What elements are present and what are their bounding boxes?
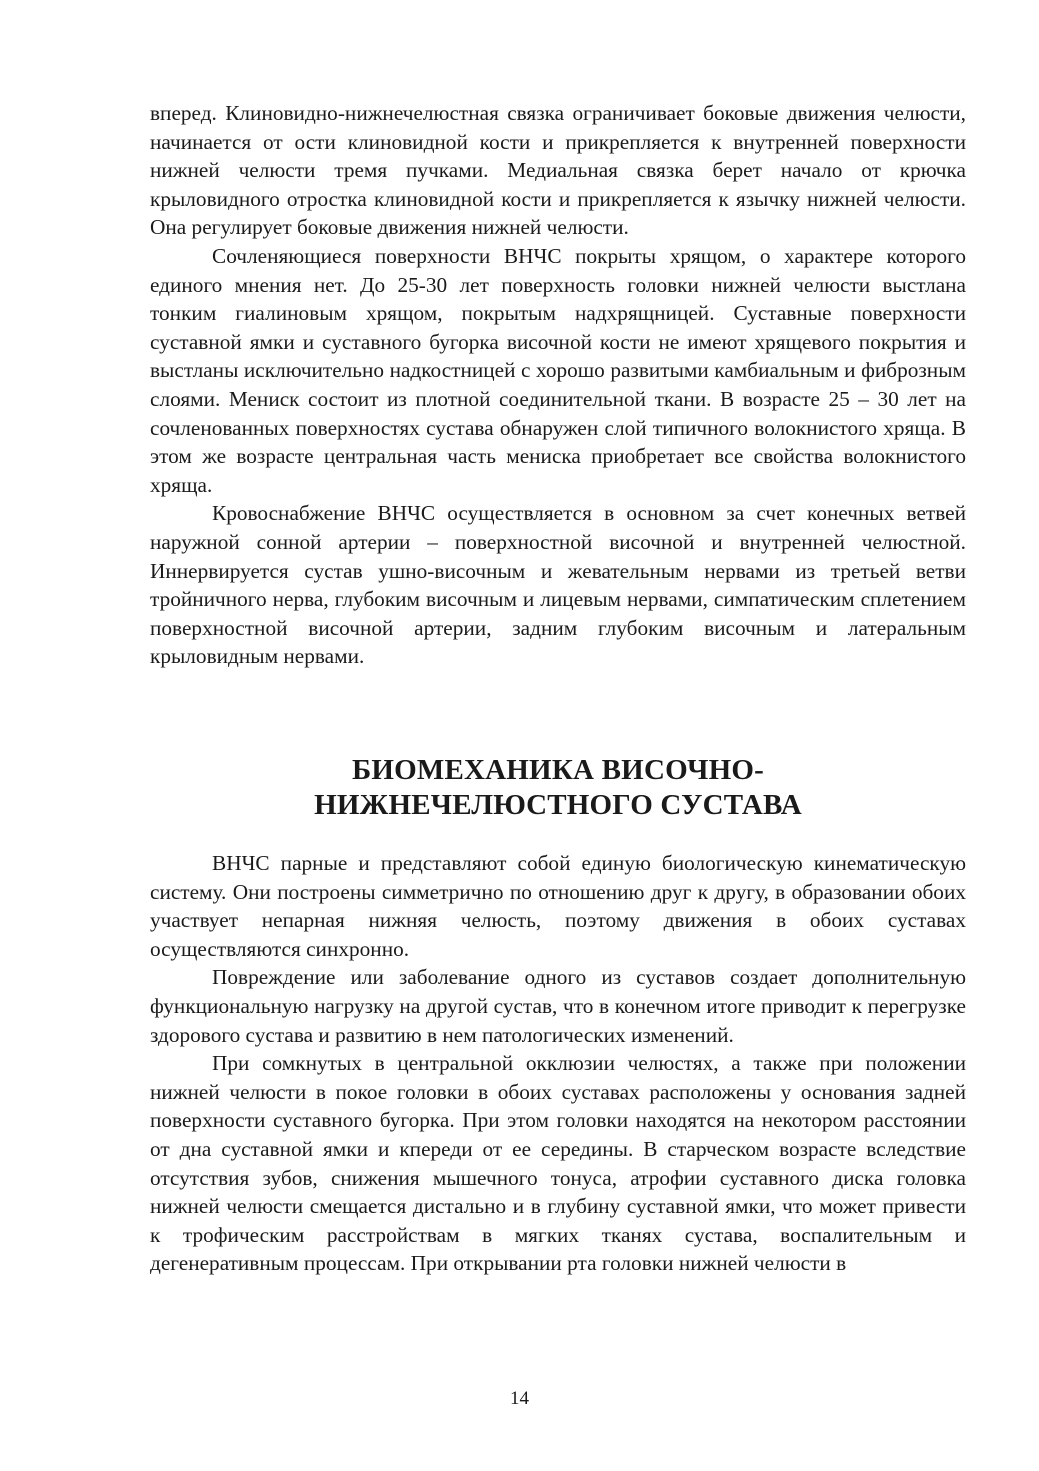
section-heading-line-2: НИЖНЕЧЕЛЮСТНОГО СУСТАВА (314, 789, 802, 821)
paragraph-paired-joints: ВНЧС парные и представляют собой единую биологическую кинематическую систему. Они построены симметрично по отношению друг к другу, в образовании обоих участвует непарная нижняя челюсть, поэтому движения в обоих суставах осуществляются синхронно. (150, 851, 966, 961)
body-text-top (150, 99, 966, 671)
paragraph-ligaments: вперед. Клиновидно-нижнечелюстная связка ограничивает боковые движения челюсти, начинается от ости клиновидной кости и прикрепляется к внутренней поверхности нижней челюсти тремя пучками. Медиальная связка берет начало от крючка крыловидного отростка клиновидной кости и прикрепляется к язычку нижней челюсти. Она регулирует боковые движения нижней челюсти. (150, 101, 966, 240)
page-number: 14 (510, 1388, 529, 1409)
section-heading-line-1: БИОМЕХАНИКА ВИСОЧНО- (352, 754, 764, 786)
paragraph-joint-damage: Повреждение или заболевание одного из суставов создает дополнительную функциональную нагрузку на другой сустав, что в конечном итоге приводит к перегрузке здорового сустава и развитию в нем патологических изменений. (150, 965, 966, 1047)
section-heading (150, 753, 966, 823)
paragraph-blood-supply: Кровоснабжение ВНЧС осуществляется в основном за счет конечных ветвей наружной сонной артерии – поверхностной височной и внутренней челюстной. Иннервируется сустав ушно-височным и жевательным нервами из третьей ветви тройничного нерва, глубоким височным и лицевым нервами, симпатическим сплетением поверхностной височной артерии, задним глубоким височным и латеральным крыловидным нервами. (150, 501, 966, 669)
paragraph-occlusion: При сомкнутых в центральной окклюзии челюстях, а также при положении нижней челюсти в покое головки в обоих суставах расположены у основания задней поверхности суставного бугорка. При этом головки находятся на некотором расстоянии от дна суставной ямки и кпереди от ее середины. В старческом возрасте вследствие отсутствия зубов, снижения мышечного тонуса, атрофии суставного диска головка нижней челюсти смещается дистально и в глубину суставной ямки, что может привести к трофическим расстройствам в мягких тканях сустава, воспалительным и дегенеративным процессам. При открывании рта головки нижней челюсти в (150, 1051, 966, 1276)
body-text-bottom (150, 849, 966, 1278)
paragraph-cartilage: Сочленяющиеся поверхности ВНЧС покрыты хрящом, о характере которого единого мнения нет. До 25-30 лет поверхность головки нижней челюсти выстлана тонким гиалиновым хрящом, покрытым надхрящницей. Суставные поверхности суставной ямки и суставного бугорка височной кости не имеют хрящевого покрытия и выстланы исключительно надкостницей с хорошо развитыми камбиальным и фиброзным слоями. Мениск состоит из плотной соединительной ткани. В возрасте 25 – 30 лет на сочленованных поверхностях сустава обнаружен слой типичного волокнистого хряща. В этом же возрасте центральная часть мениска приобретает все свойства волокнистого хряща. (150, 243, 966, 497)
